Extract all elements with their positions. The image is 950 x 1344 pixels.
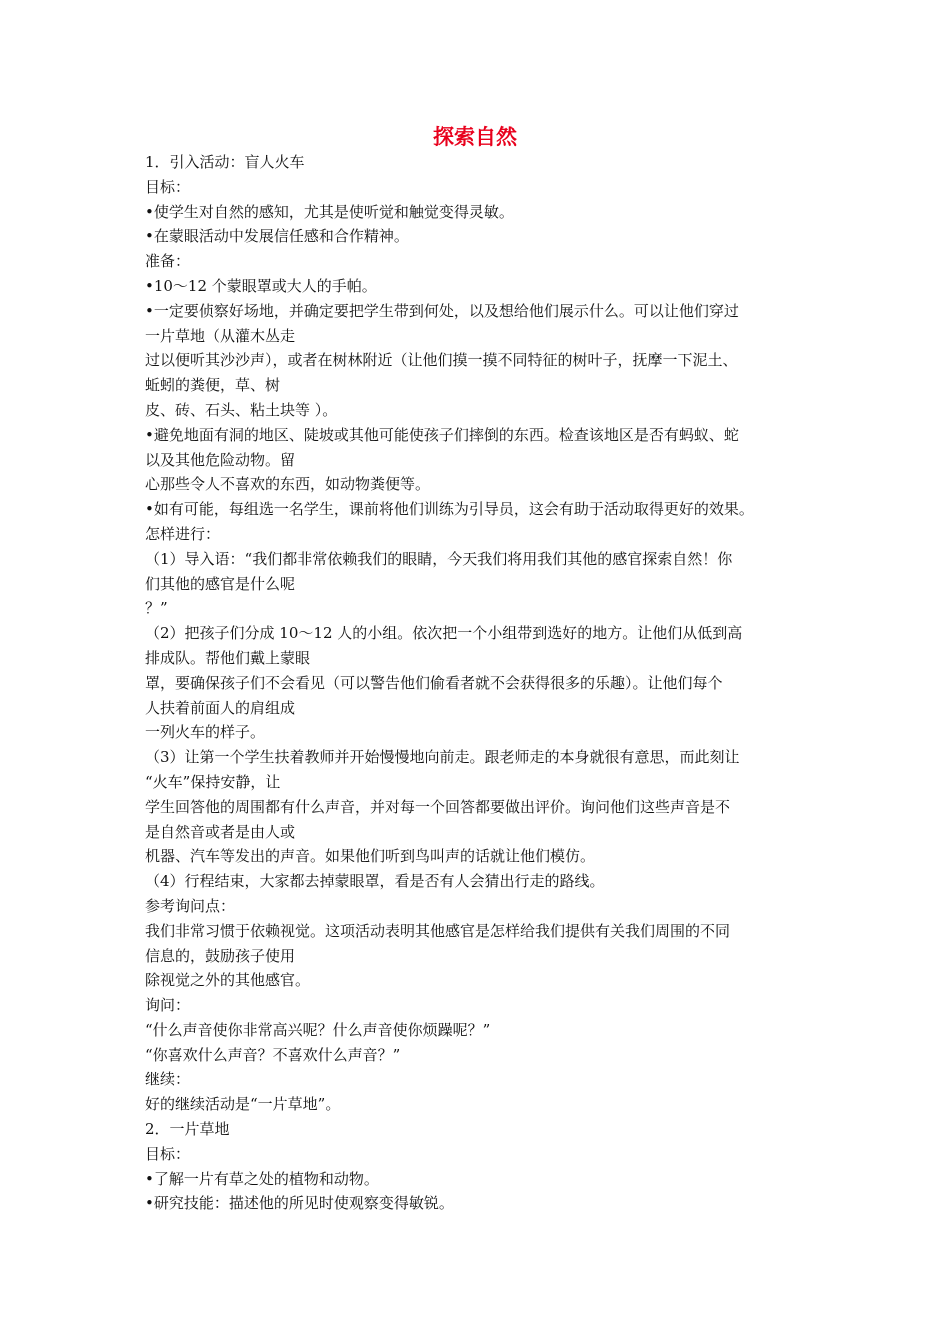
text-line: 一片草地（从灌木丛走: [145, 326, 296, 345]
text-line: “火车”保持安静，让: [145, 772, 281, 791]
text-line: 目标：: [145, 1144, 191, 1163]
text-line: •10～12 个蒙眼罩或大人的手帕。: [145, 276, 377, 295]
text-line: 我们非常习惯于依赖视觉。这项活动表明其他感官是怎样给我们提供有关我们周围的不同: [145, 921, 731, 940]
text-line: •使学生对自然的感知，尤其是使听觉和触觉变得灵敏。: [145, 202, 514, 221]
text-line: •了解一片有草之处的植物和动物。: [145, 1169, 379, 1188]
text-line: 询问：: [145, 996, 191, 1015]
text-line: 心那些令人不喜欢的东西，如动物粪便等。: [145, 475, 431, 494]
text-line: 继续：: [145, 1070, 191, 1089]
text-line: 2．一片草地: [145, 1120, 230, 1139]
text-line: 学生回答他的周围都有什么声音，并对每一个回答都要做出评价。询问他们这些声音是不: [145, 797, 731, 816]
text-line: （4）行程结束，大家都去掉蒙眼罩，看是否有人会猜出行走的路线。: [145, 872, 605, 891]
text-line: 排成队。帮他们戴上蒙眼: [145, 648, 311, 667]
text-line: ？”: [145, 599, 168, 618]
text-line: 怎样进行：: [145, 524, 221, 543]
text-line: •避免地面有洞的地区、陡坡或其他可能使孩子们摔倒的东西。检查该地区是否有蚂蚁、蛇: [145, 425, 739, 444]
text-line: 以及其他危险动物。留: [145, 450, 296, 469]
text-line: 一列火车的样子。: [145, 723, 266, 742]
document-title: 探索自然: [433, 125, 517, 149]
text-line: 1．引入活动：盲人火车: [145, 153, 305, 171]
text-line: 罩，要确保孩子们不会看见（可以警告他们偷看者就不会获得很多的乐趣）。让他们每个: [145, 673, 723, 692]
text-line: 们其他的感官是什么呢: [145, 574, 296, 593]
text-line: “你喜欢什么声音？不喜欢什么声音？”: [145, 1045, 401, 1064]
text-line: •如有可能，每组选一名学生，课前将他们训练为引导员，这会有助于活动取得更好的效果。: [145, 500, 754, 519]
text-line: 蚯蚓的粪便，草、树: [145, 376, 281, 395]
text-line: 皮、砖、石头、粘土块等 ）。: [145, 400, 338, 419]
text-line: 准备：: [145, 252, 191, 271]
text-line: 好的继续活动是“一片草地”。: [145, 1095, 341, 1114]
text-line: 人扶着前面人的肩组成: [145, 698, 296, 717]
text-line: 机器、汽车等发出的声音。如果他们听到鸟叫声的话就让他们模仿。: [145, 847, 596, 866]
text-line: •一定要侦察好场地，并确定要把学生带到何处，以及想给他们展示什么。可以让他们穿过: [145, 301, 739, 320]
text-line: 参考询问点：: [145, 896, 236, 915]
text-line: （3）让第一个学生扶着教师并开始慢慢地向前走。跟老师走的本身就很有意思，而此刻让: [145, 748, 740, 767]
text-line: （2）把孩子们分成 10～12 人的小组。依次把一个小组带到选好的地方。让他们从低到高: [145, 624, 743, 643]
text-line: “什么声音使你非常高兴呢？什么声音使你烦躁呢？”: [145, 1020, 491, 1039]
text-line: 信息的，鼓励孩子使用: [145, 946, 296, 965]
text-line: •研究技能：描述他的所见时使观察变得敏锐。: [145, 1194, 454, 1213]
text-line: 目标：: [145, 177, 191, 196]
document-body: [145, 150, 820, 1216]
text-line: 除视觉之外的其他感官。: [145, 971, 311, 990]
text-line: （1）导入语：“我们都非常依赖我们的眼睛，今天我们将用我们其他的感官探索自然！你: [145, 549, 733, 568]
text-line: 是自然音或者是由人或: [145, 822, 296, 841]
text-line: 过以便听其沙沙声），或者在树林附近（让他们摸一摸不同特征的树叶子，抚摩一下泥土、: [145, 351, 738, 370]
text-line: •在蒙眼活动中发展信任感和合作精神。: [145, 227, 409, 246]
